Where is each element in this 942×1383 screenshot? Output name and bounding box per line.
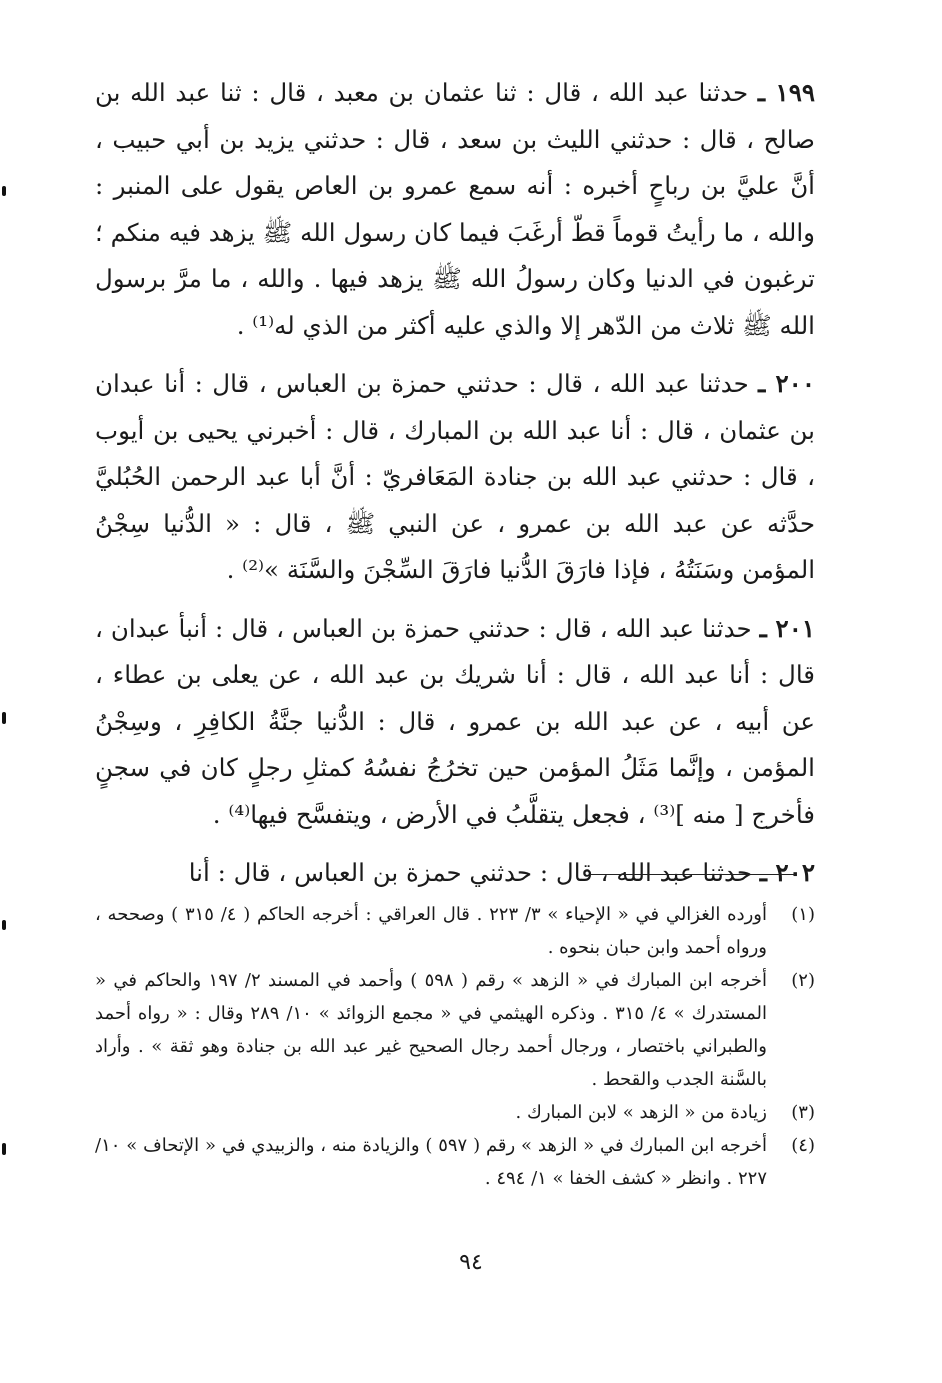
footnote-text: أخرجه ابن المبارك في « الزهد » رقم ( ٥٩٨ ) وأحمد في المسند ٢/ ١٩٧ والحاكم في « المستدرك » ٤/ ٣١٥ . وذكره الهيثمي في « مجمع الزوائد » ١٠/ ٢٨٩ وقال : « رواه أحمد والطبراني باختصار ، ورجال أحمد رجال الصحيح غير عبد الله بن جنادة وهو ثقة » . وأراد بالسَّنة الجدب والقحط . — [95, 970, 768, 1090]
hadith-text: حدثنا عبد الله ، قال : حدثني حمزة بن العباس ، قال : أنا عبدان بن عثمان ، قال : أنا عبد الله بن المبارك ، قال : أخبرني يحيى بن أيوب ، قال : حدثني عبد الله بن جنادة المَعَافريّ : أنَّ أبا عبد الرحمن الحُبُليَّ حدَّثه عن عبد الله بن عمرو ، عن النبي ﷺ ، قال : « الدُّنيا سِجْنُ المؤمن وسَنَتُهُ ، فإذا فارَقَ الدُّنيا فارَقَ السِّجْنَ والسَّنَة »⁽²⁾ . — [95, 369, 815, 584]
footnote-3 — [95, 1096, 815, 1129]
footnote-4 — [95, 1129, 815, 1195]
hadith-text: حدثنا عبد الله ، قال : حدثني حمزة بن العباس ، قال : أنبأ عبدان ، قال : أنا عبد الله ، قال : أنا شريك بن عبد الله ، عن يعلى بن عطاء ، عن أبيه ، عن عبد الله بن عمرو ، قال : الدُّنيا جنَّةُ الكافِرِ ، وسِجْنُ المؤمن ، وإنَّما مَثَلُ المؤمن حين تخرُجُ نفسُهُ كمثلِ رجلٍ كان في سجنٍ فأخرج [ منه ]⁽³⁾ ، فجعل يتقلَّبُ في الأرض ، ويتفسَّح فيها⁽⁴⁾ . — [95, 613, 815, 829]
footnote-text: أورده الغزالي في « الإحياء » ٣/ ٢٢٣ . قال العراقي : أخرجه الحاكم ( ٤/ ٣١٥ ) وصححه ، ورواه أحمد وابن حبان بنحوه . — [95, 904, 767, 958]
hadith-number: ٢٠٠ ـ — [758, 369, 815, 398]
footnote-number: (٣) — [791, 1102, 815, 1123]
hadith-number: ٢٠١ ـ — [759, 613, 816, 643]
hadith-number: ١٩٩ ـ — [757, 78, 816, 107]
margin-mark — [2, 712, 6, 724]
footnote-text: أخرجه ابن المبارك في « الزهد » رقم ( ٥٩٧ ) والزيادة منه ، والزبيدي في « الإتحاف » ١٠/ ٢٢٧ . وانظر « كشف الخفا » ١/ ٤٩٤ . — [95, 1135, 767, 1189]
hadith-paragraph-200 — [95, 361, 815, 594]
hadith-paragraph-201 — [95, 606, 815, 839]
main-text — [95, 70, 815, 909]
hadith-paragraph-199 — [95, 70, 815, 349]
footnote-number: (٤) — [791, 1135, 815, 1156]
margin-mark — [2, 1143, 6, 1155]
footnote-number: (١) — [791, 904, 815, 925]
margin-mark — [2, 920, 6, 930]
hadith-text: حدثنا عبد الله ، قال : ثنا عثمان بن معبد ، قال : ثنا عبد الله بن صالح ، قال : حدثني الليث بن سعد ، قال : حدثني يزيد بن أبي حبيب ، أنَّ عليَّ بن رباحٍ أخبره : أنه سمع عمرو بن العاص يقول على المنبر : والله ، ما رأيتُ قوماً قطّ أرغَبَ فيما كان رسول الله ﷺ يزهد فيه منكم ؛ ترغبون في الدنيا وكان رسولُ الله ﷺ يزهد فيها . والله ، ما مرَّ برسول الله ﷺ ثلاث من الدّهر إلا والذي عليه أكثر من الذي له⁽¹⁾ . — [95, 78, 815, 340]
footnote-text: زيادة من « الزهد » لابن المبارك . — [515, 1102, 767, 1123]
footnote-1 — [95, 898, 815, 964]
footnote-number: (٢) — [791, 970, 815, 991]
footnote-separator — [590, 874, 795, 875]
footnotes — [95, 898, 815, 1195]
hadith-number: ٢٠٢ ـ — [759, 858, 815, 887]
footnote-2 — [95, 964, 815, 1096]
page-number: ٩٤ — [459, 1250, 483, 1275]
hadith-text: حدثنا عبد الله ، قال : حدثني حمزة بن العباس ، قال : أنا — [188, 858, 752, 887]
margin-mark — [2, 186, 6, 196]
